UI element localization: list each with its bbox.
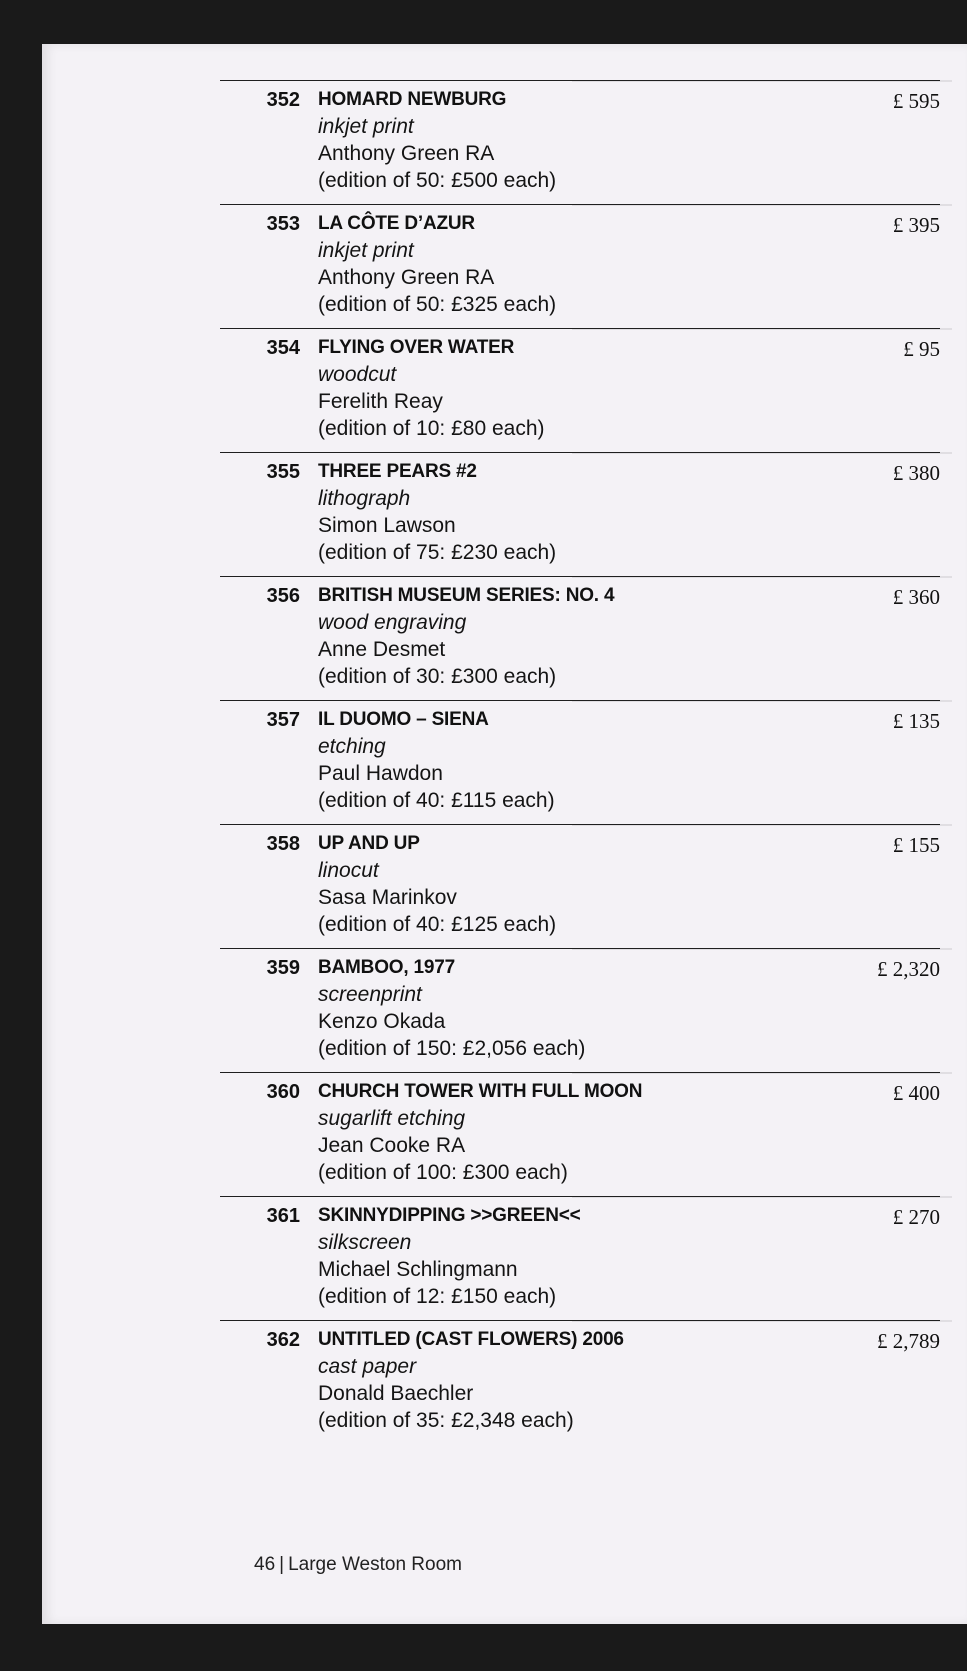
page-footer	[254, 1554, 462, 1576]
artwork-title: UP AND UP	[318, 833, 420, 854]
page-number: 46	[254, 1554, 276, 1575]
artwork-medium: sugarlift etching	[318, 1107, 466, 1130]
catalogue-entry	[220, 1072, 940, 1196]
artist-name: Paul Hawdon	[318, 762, 443, 785]
artwork-price: £ 380	[892, 461, 940, 485]
lot-number: 362	[266, 1329, 300, 1351]
artwork-price: £ 2,320	[877, 957, 940, 981]
catalogue-entry	[220, 1320, 940, 1444]
catalogue-entry	[220, 948, 940, 1072]
edition-info: (edition of 100: £300 each)	[318, 1161, 568, 1184]
artwork-title: UNTITLED (CAST FLOWERS) 2006	[318, 1329, 624, 1350]
edition-info: (edition of 150: £2,056 each)	[318, 1037, 586, 1060]
artwork-medium: lithograph	[318, 487, 411, 510]
lot-number: 361	[266, 1205, 300, 1227]
artwork-medium: screenprint	[318, 983, 422, 1006]
artwork-medium: inkjet print	[318, 115, 414, 138]
artwork-medium: linocut	[318, 859, 379, 882]
artwork-medium: inkjet print	[318, 239, 414, 262]
artwork-price: £ 155	[892, 833, 940, 857]
artwork-price: £ 95	[903, 337, 940, 361]
edition-info: (edition of 40: £125 each)	[318, 913, 557, 936]
catalogue-entry	[220, 204, 940, 328]
lot-number: 358	[266, 833, 300, 855]
artist-name: Kenzo Okada	[318, 1010, 446, 1033]
artwork-title: CHURCH TOWER WITH FULL MOON	[318, 1081, 643, 1102]
artwork-title: FLYING OVER WATER	[318, 337, 515, 358]
lot-number: 352	[266, 89, 300, 111]
artist-name: Simon Lawson	[318, 514, 456, 537]
artwork-medium: woodcut	[318, 363, 397, 386]
catalogue-entries	[220, 80, 940, 1444]
lot-number: 355	[266, 461, 300, 483]
edition-info: (edition of 10: £80 each)	[318, 417, 545, 440]
artwork-title: SKINNYDIPPING >>GREEN<<	[318, 1205, 581, 1226]
artwork-price: £ 595	[892, 89, 940, 113]
lot-number: 354	[266, 337, 300, 359]
artwork-medium: cast paper	[318, 1355, 417, 1378]
edition-info: (edition of 12: £150 each)	[318, 1285, 557, 1308]
catalogue-entry	[220, 328, 940, 452]
artwork-price: £ 2,789	[877, 1329, 940, 1353]
catalogue-entry	[220, 824, 940, 948]
catalogue-entry	[220, 1196, 940, 1320]
edition-info: (edition of 50: £325 each)	[318, 293, 557, 316]
catalogue-entry	[220, 700, 940, 824]
artist-name: Anthony Green RA	[318, 266, 495, 289]
lot-number: 356	[266, 585, 300, 607]
artwork-price: £ 400	[892, 1081, 940, 1105]
artwork-price: £ 360	[892, 585, 940, 609]
section-name: Large Weston Room	[288, 1554, 462, 1575]
artwork-title: LA CÔTE D’AZUR	[318, 213, 475, 234]
artist-name: Anthony Green RA	[318, 142, 495, 165]
edition-info: (edition of 50: £500 each)	[318, 169, 557, 192]
artwork-title: THREE PEARS #2	[318, 461, 477, 482]
artist-name: Jean Cooke RA	[318, 1134, 466, 1157]
artist-name: Michael Schlingmann	[318, 1258, 518, 1281]
artwork-title: HOMARD NEWBURG	[318, 89, 507, 110]
lot-number: 353	[266, 213, 300, 235]
artwork-price: £ 395	[892, 213, 940, 237]
artwork-medium: etching	[318, 735, 386, 758]
catalogue-entry	[220, 80, 940, 204]
artwork-price: £ 135	[892, 709, 940, 733]
artwork-title: BAMBOO, 1977	[318, 957, 455, 978]
edition-info: (edition of 35: £2,348 each)	[318, 1409, 574, 1432]
catalogue-entry	[220, 576, 940, 700]
artist-name: Ferelith Reay	[318, 390, 443, 413]
catalogue-page	[42, 44, 967, 1624]
edition-info: (edition of 40: £115 each)	[318, 789, 555, 812]
artwork-medium: silkscreen	[318, 1231, 412, 1254]
edition-info: (edition of 75: £230 each)	[318, 541, 557, 564]
artist-name: Donald Baechler	[318, 1382, 474, 1405]
artwork-price: £ 270	[892, 1205, 940, 1229]
edition-info: (edition of 30: £300 each)	[318, 665, 557, 688]
artist-name: Sasa Marinkov	[318, 886, 457, 909]
footer-separator: |	[279, 1554, 285, 1575]
catalogue-entry	[220, 452, 940, 576]
artist-name: Anne Desmet	[318, 638, 446, 661]
lot-number: 360	[266, 1081, 300, 1103]
lot-number: 359	[266, 957, 300, 979]
artwork-title: IL DUOMO – SIENA	[318, 709, 489, 730]
lot-number: 357	[266, 709, 300, 731]
artwork-medium: wood engraving	[318, 611, 467, 634]
artwork-title: BRITISH MUSEUM SERIES: NO. 4	[318, 585, 615, 606]
